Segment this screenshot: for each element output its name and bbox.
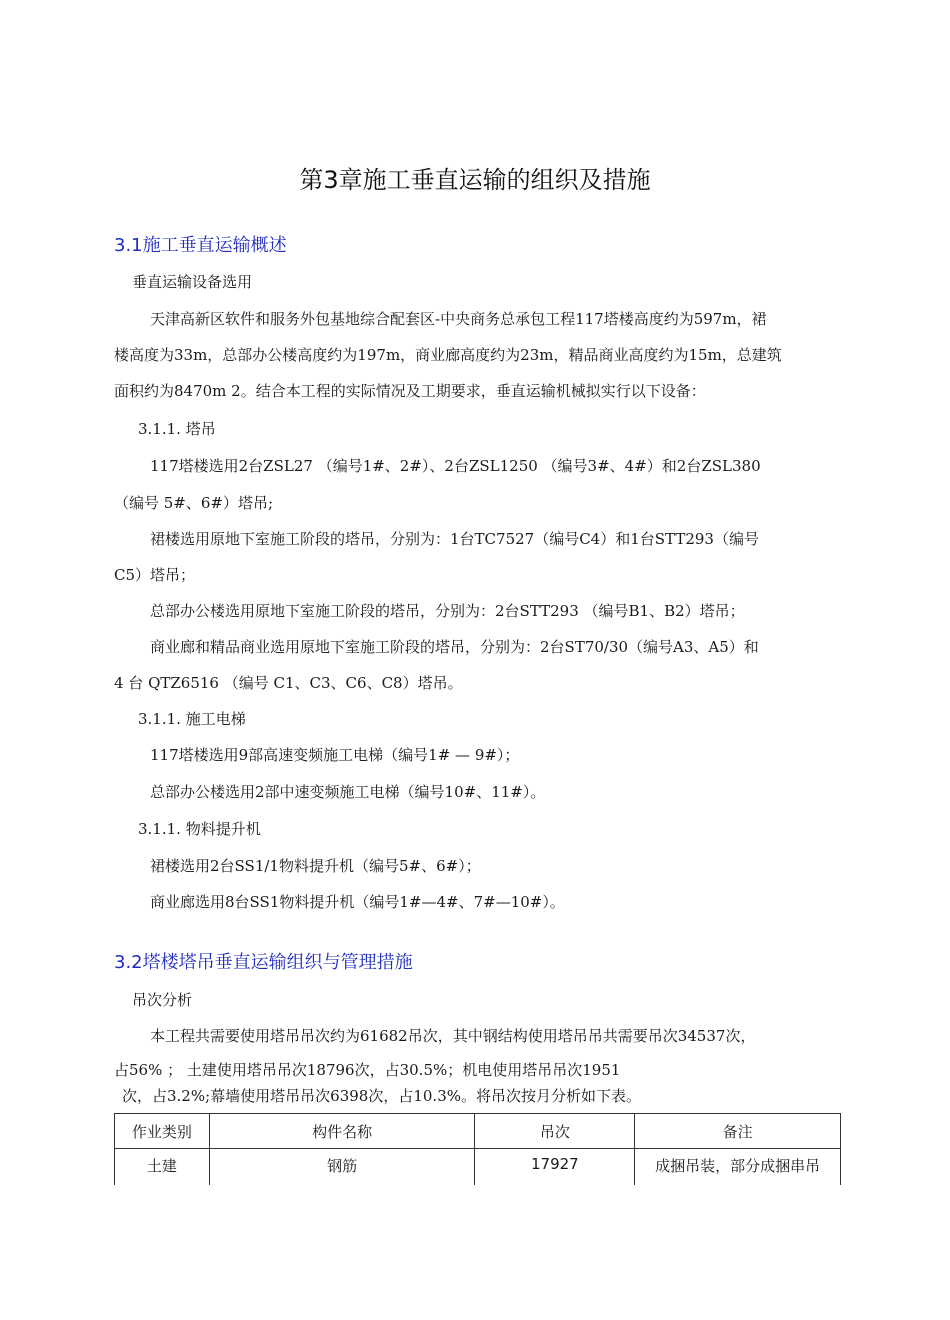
paragraph-line: 次，占3.2%;幕墙使用塔吊吊次6398次，占10.3%。将吊次按月分析如下表。	[122, 1087, 641, 1105]
table-header-cell: 构件名称	[209, 1114, 475, 1149]
paragraph-line: 总部办公楼选用2部中速变频施工电梯（编号10#、11#）。	[150, 783, 546, 801]
paragraph-line: 117塔楼选用9部高速变频施工电梯（编号1# — 9#）；	[150, 746, 520, 764]
section-subtitle-lift-analysis: 吊次分析	[132, 991, 193, 1009]
lift-analysis-table	[114, 1113, 841, 1185]
paragraph-line: 本工程共需要使用塔吊吊次约为61682吊次，其中钢结构使用塔吊吊共需要吊次34537次，	[150, 1027, 756, 1045]
table-cell: 土建	[115, 1149, 210, 1186]
table-cell: 成捆吊装，部分成捆串吊	[635, 1149, 841, 1186]
paragraph-line: 裙楼选用原地下室施工阶段的塔吊，分别为：1台TC7527（编号C4）和1台STT293（编号	[150, 530, 759, 548]
table-cell: 17927	[475, 1149, 635, 1186]
section-heading-3-1: 3.1施工垂直运输概述	[114, 235, 287, 256]
item-label-tower-crane: 3.1.1. 塔吊	[138, 420, 216, 438]
table-header-row	[115, 1114, 841, 1149]
table-cell: 钢筋	[209, 1149, 475, 1186]
paragraph-line: C5）塔吊；	[114, 566, 196, 584]
paragraph-line: 117塔楼选用2台ZSL27 （编号1#、2#）、2台ZSL1250 （编号3#、4#）和2台ZSL380	[150, 457, 761, 475]
paragraph-line: （编号 5#、6#）塔吊;	[114, 494, 274, 512]
paragraph-line: 裙楼选用2台SS1/1物料提升机（编号5#、6#）；	[150, 857, 481, 875]
chapter-title: 第3章施工垂直运输的组织及措施	[299, 166, 651, 194]
paragraph-line: 商业廊和精品商业选用原地下室施工阶段的塔吊，分别为：2台ST70/30（编号A3、A5）和	[150, 638, 759, 656]
table-row	[115, 1149, 841, 1186]
intro-line: 面积约为8470m 2。结合本工程的实际情况及工期要求，垂直运输机械拟实行以下设备：	[114, 382, 706, 400]
table-header-cell: 吊次	[475, 1114, 635, 1149]
paragraph-line: 占56% ； 土建使用塔吊吊次18796次，占30.5%；机电使用塔吊吊次1951	[114, 1061, 621, 1079]
paragraph-line: 商业廊选用8台SS1物料提升机（编号1#—4#、7#—10#）。	[150, 893, 565, 911]
table-header-cell: 作业类别	[115, 1114, 210, 1149]
section-subtitle-equipment: 垂直运输设备选用	[132, 273, 253, 291]
table-header-cell: 备注	[635, 1114, 841, 1149]
section-heading-3-2: 3.2塔楼塔吊垂直运输组织与管理措施	[114, 952, 413, 973]
paragraph-line: 总部办公楼选用原地下室施工阶段的塔吊，分别为：2台STT293 （编号B1、B2）塔吊；	[150, 602, 745, 620]
intro-line: 天津高新区软件和服务外包基地综合配套区-中央商务总承包工程117塔楼高度约为597m，裙	[150, 310, 767, 328]
paragraph-line: 4 台 QTZ6516 （编号 C1、C3、C6、C8）塔吊。	[114, 674, 463, 692]
item-label-hoist: 3.1.1. 物料提升机	[138, 820, 261, 838]
item-label-elevator: 3.1.1. 施工电梯	[138, 710, 246, 728]
intro-line: 楼高度为33m，总部办公楼高度约为197m，商业廊高度约为23m，精品商业高度约为15m，总建筑	[114, 346, 782, 364]
